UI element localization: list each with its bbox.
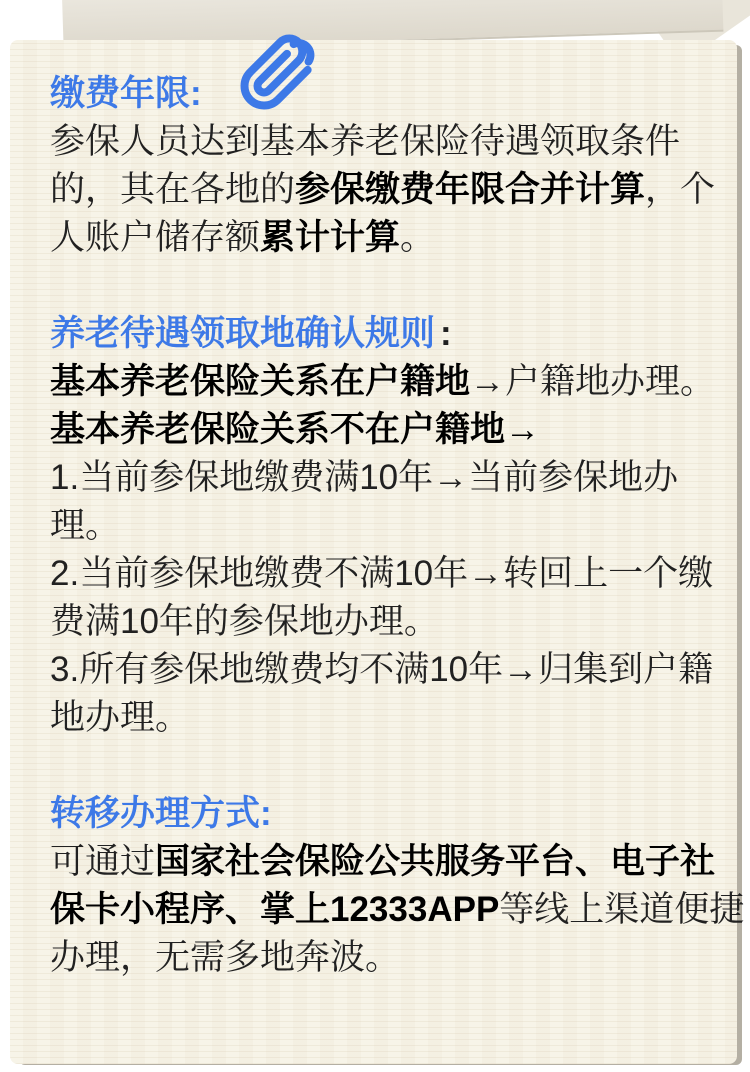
text-line	[50, 502, 736, 550]
text-run: 参保缴费年限合并计算	[295, 170, 646, 209]
heading-text: 转移办理方式:	[50, 794, 272, 833]
article-content	[50, 70, 745, 982]
text-line	[50, 454, 736, 502]
text-run: 3.所有参保地缴费均不满10年→归集到户籍	[50, 650, 714, 689]
text-line	[50, 886, 745, 934]
section-heading	[50, 790, 736, 838]
heading-text: 缴费年限:	[50, 74, 202, 113]
text-line	[50, 694, 736, 742]
text-run: 基本养老保险关系不在户籍地→	[50, 410, 541, 449]
text-run: 可通过	[50, 842, 156, 881]
text-run: 基本养老保险关系在户籍地	[50, 362, 471, 401]
text-run: 费满10年的参保地办理。	[50, 602, 439, 641]
text-run: 人账户储存额	[50, 218, 261, 257]
text-line	[50, 598, 736, 646]
text-run: 办理，无需多地奔波。	[50, 938, 401, 977]
text-run: 的，其在各地的	[50, 170, 296, 209]
text-line	[50, 118, 736, 166]
text-run: 。	[400, 218, 436, 257]
text-run: 理。	[50, 506, 121, 545]
text-line	[50, 550, 736, 598]
text-line	[50, 166, 736, 214]
text-line	[50, 646, 736, 694]
text-run: 参保人员达到基本养老保险待遇领取条件	[50, 122, 681, 161]
text-line	[50, 406, 736, 454]
text-run: 等线上渠道便捷	[499, 890, 745, 929]
text-line	[50, 838, 736, 886]
text-line	[50, 934, 736, 982]
text-run: 地办理。	[50, 698, 191, 737]
text-run: 2.当前参保地缴费不满10年→转回上一个缴	[50, 554, 714, 593]
text-line	[50, 358, 736, 406]
text-run: 国家社会保险公共服务平台、电子社	[155, 842, 716, 881]
text-run: 累计计算	[260, 218, 401, 257]
heading-text: 养老待遇领取地确认规则	[50, 314, 436, 353]
text-line	[50, 214, 736, 262]
heading-text: :	[440, 314, 452, 353]
text-run: 1.当前参保地缴费满10年→当前参保地办	[50, 458, 679, 497]
section-heading	[50, 70, 736, 118]
content-section	[50, 310, 736, 742]
text-run: →户籍地办理。	[470, 362, 716, 401]
content-section	[50, 70, 736, 262]
content-section	[50, 790, 745, 982]
text-run: 保卡小程序、掌上12333APP	[50, 890, 500, 929]
section-heading	[50, 310, 736, 358]
text-run: ，个	[645, 170, 716, 209]
